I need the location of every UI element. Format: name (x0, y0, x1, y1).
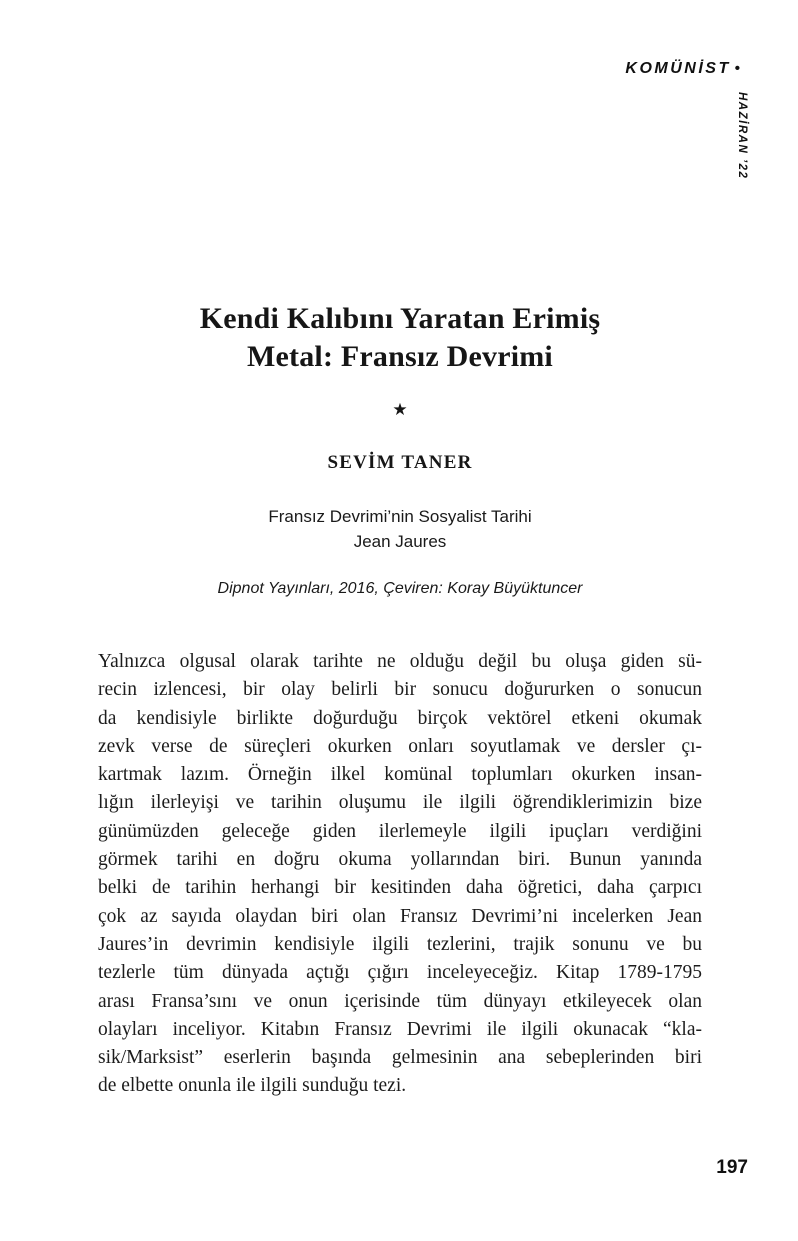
body-text-line: arası Fransa’sını ve onun içerisinde tüm dünyayı etkileyecek olan (98, 990, 702, 1012)
page-number: 197 (716, 1157, 748, 1178)
body-text-line: sik/Marksist” eserlerin başında gelmesinin ana sebeplerinden biri (98, 1047, 702, 1069)
star-divider-icon: ★ (392, 400, 408, 419)
article-title-line2: Metal: Fransız Devrimi (247, 340, 553, 373)
body-text-line: günümüzden geleceğe giden ilerlemeyle ilgili ipuçları verdiğini (98, 820, 702, 842)
body-text-line: görmek tarihi en doğru okuma yollarından biri. Bunun yanında (98, 849, 702, 871)
article-title (98, 300, 702, 376)
article-body (98, 648, 702, 1101)
body-text-line: lığın ilerleyişi ve tarihin oluşumu ile ilgili öğrendiklerimizin bize (98, 792, 702, 814)
book-title: Fransız Devrimi’nin Sosyalist Tarihi (268, 507, 532, 526)
body-text-line: Yalnızca olgusal olarak tarihte ne olduğu değil bu oluşa giden sü- (98, 651, 702, 672)
body-text-line: recin izlencesi, bir olay belirli bir sonucu doğururken o sonucun (98, 679, 702, 701)
body-text-line: da kendisiyle birlikte doğurduğu birçok vektörel etkeni okumak (98, 707, 702, 729)
body-text-line: Jaures’in devrimin kendisiyle ilgili tezlerini, trajik sonunu ve bu (98, 933, 702, 955)
body-text-line: kartmak lazım. Örneğin ilkel komünal toplumları okurken insan- (98, 764, 702, 786)
issue-date-vertical: HAZİRAN ’22 (736, 92, 748, 180)
journal-bullet: • (734, 60, 740, 77)
body-text-line: belki de tarihin herhangi bir kesitinden daha öğretici, daha çarpıcı (98, 877, 702, 899)
article-content (98, 0, 702, 1101)
body-text-line: olayları inceliyor. Kitabın Fransız Devrimi ile ilgili okunacak “kla- (98, 1018, 702, 1040)
author-name: SEVİM TANER (327, 452, 473, 473)
body-text-line: zevk verse de süreçleri okurken onları soyutlamak ve dersler çı- (98, 735, 702, 757)
journal-name: KOMÜNİST (625, 60, 731, 77)
body-text-line: de elbette onunla ile ilgili sunduğu tezi. (98, 1075, 407, 1097)
book-reference (98, 504, 702, 554)
article-title-line1: Kendi Kalıbını Yaratan Erimiş (199, 302, 601, 335)
body-text-line: çok az sayıda olaydan biri olan Fransız Devrimi’ni incelerken Jean (98, 905, 702, 927)
publication-info: Dipnot Yayınları, 2016, Çeviren: Koray Büyüktuncer (217, 580, 583, 597)
book-author: Jean Jaures (353, 532, 447, 551)
body-text-line: tezlerle tüm dünyada açtığı çığırı inceleyeceğiz. Kitap 1789-1795 (98, 962, 702, 984)
